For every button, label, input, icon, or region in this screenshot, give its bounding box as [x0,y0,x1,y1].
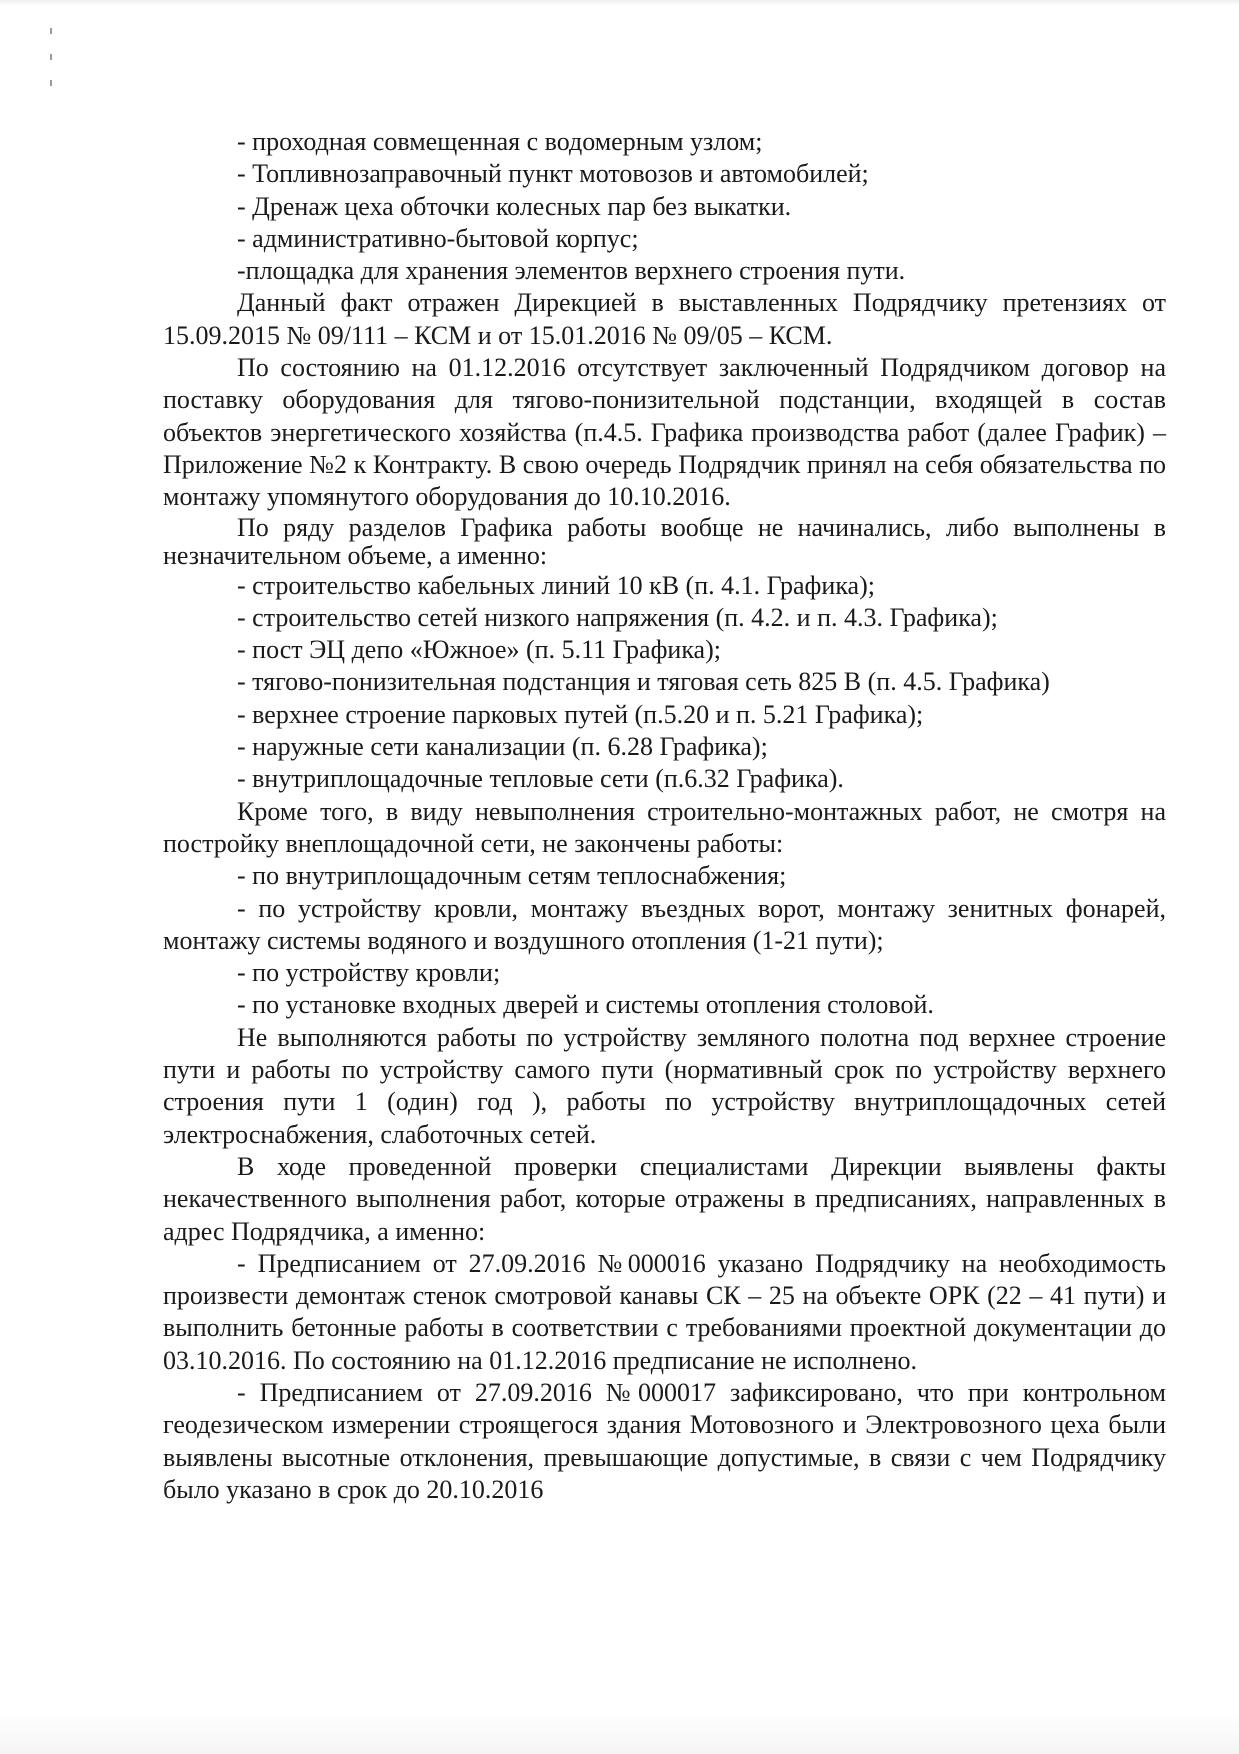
list-item: - административно-бытовой корпус; [237,223,639,253]
list-item: - внутриплощадочные тепловые сети (п.6.32 Графика). [237,764,844,794]
margin-mark [50,80,52,86]
list-item: - по установке входных дверей и системы отопления столовой. [237,990,934,1020]
list-item: - строительство сетей низкого напряжения (п. 4.2. и п. 4.3. Графика); [237,602,998,632]
list-item: - по внутриплощадочным сетям теплоснабжения; [237,861,787,891]
paragraph: - Предписанием от 27.09.2016 №000017 зафиксировано, что при контрольном геодезическом измерении строящегося здания Мотовозного и Электровозного цеха были выявлены высотные отклонения, превышающие допустимые, в связи с чем Подрядчику было указано в срок до 20.10.2016 [163,1377,1166,1504]
paragraph: - по устройству кровли, монтажу въездных ворот, монтажу зенитных фонарей, монтажу системы водяного и воздушного отопления (1-21 пути); [163,893,1166,955]
paragraph: В ходе проведенной проверки специалистами Дирекции выявлены факты некачественного выполнения работ, которые отражены в предписаниях, направленных в адрес Подрядчика, а именно: [163,1151,1166,1246]
margin-mark [50,28,52,34]
scan-bottom-edge [0,1712,1239,1754]
list-item: -площадка для хранения элементов верхнего строения пути. [237,256,906,286]
paragraph: Данный факт отражен Дирекцией в выставленных Подрядчику претензиях от 15.09.2015 № 09/111 – КСМ и от 15.01.2016 № 09/05 – КСМ. [163,288,1166,350]
list-item: - Топливнозаправочный пункт мотовозов и автомобилей; [237,159,869,189]
list-item: - тягово-понизительная подстанция и тяговая сеть 825 В (п. 4.5. Графика) [237,667,1050,697]
scan-top-edge [0,0,1239,6]
paragraph: По ряду разделов Графика работы вообще не начинались, либо выполнены в незначительном объеме, а именно: [163,512,1166,570]
list-item: - наружные сети канализации (п. 6.28 Графика); [237,732,768,762]
list-item: - по устройству кровли; [237,958,501,988]
list-item: - верхнее строение парковых путей (п.5.20 и п. 5.21 Графика); [237,699,924,729]
paragraph: По состоянию на 01.12.2016 отсутствует заключенный Подрядчиком договор на поставку оборудования для тягово-понизительной подстанции, входящей в состав объектов энергетического хозяйства (п.4.5. Графика производства работ (далее График) – Приложение №2 к Контракту. В свою очередь Подрядчик принял на себя обязательства по монтажу упомянутого оборудования до 10.10.2016. [163,353,1166,512]
paragraph: Не выполняются работы по устройству земляного полотна под верхнее строение пути и работы по устройству самого пути (нормативный срок по устройству верхнего строения пути 1 (один) год ), работы по устройству внутриплощадочных сетей электроснабжения, слаботочных сетей. [163,1022,1166,1149]
list-item: - строительство кабельных линий 10 кВ (п. 4.1. Графика); [237,570,875,600]
margin-mark [50,54,52,60]
list-item: - Дренаж цеха обточки колесных пар без выкатки. [237,191,792,221]
document-body [163,126,1166,1506]
list-item: - пост ЭЦ депо «Южное» (п. 5.11 Графика); [237,635,721,665]
list-item: - проходная совмещенная с водомерным узлом; [237,127,763,156]
paragraph: - Предписанием от 27.09.2016 №000016 указано Подрядчику на необходимость произвести демонтаж стенок смотровой канавы СК – 25 на объекте ОРК (22 – 41 пути) и выполнить бетонные работы в соответствии с требованиями проектной документации до 03.10.2016. По состоянию на 01.12.2016 предписание не исполнено. [163,1248,1166,1375]
paragraph: Кроме того, в виду невыполнения строительно-монтажных работ, не смотря на постройку внеплощадочной сети, не закончены работы: [163,796,1166,858]
margin-marks [50,28,60,106]
